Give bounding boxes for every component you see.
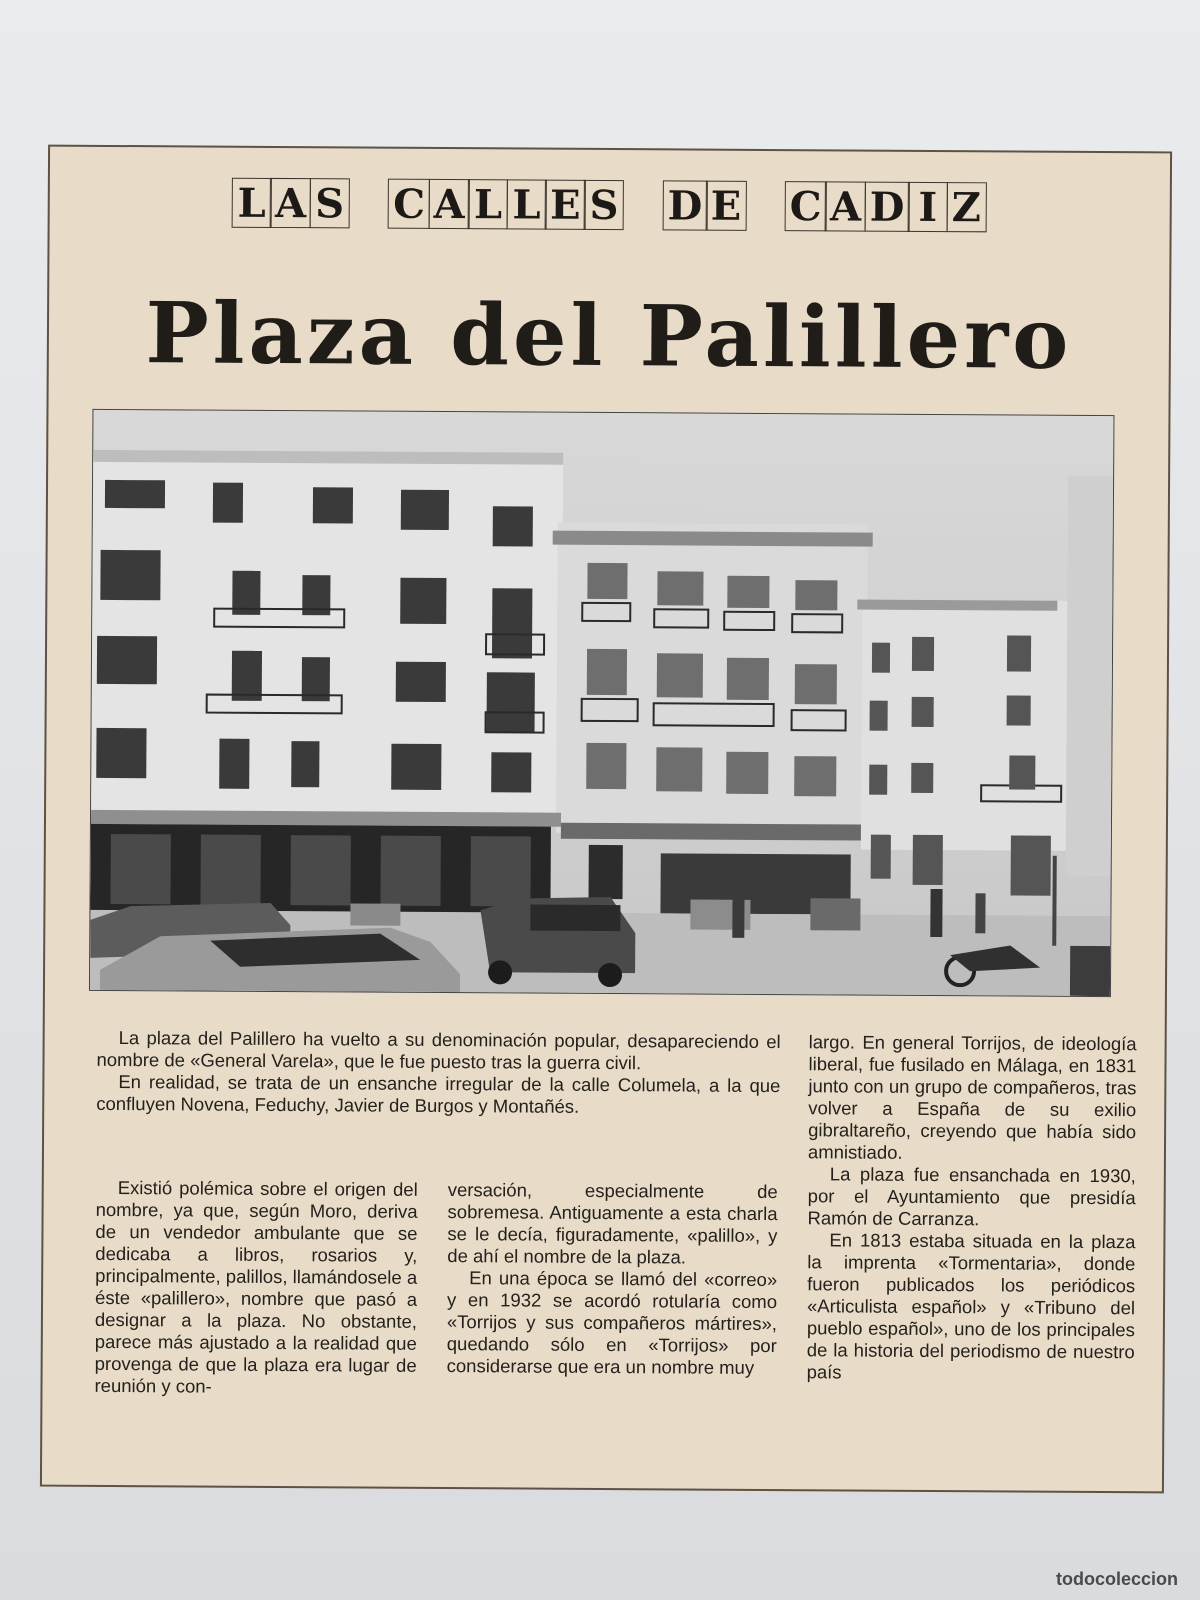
section-title-letter: E <box>545 180 586 230</box>
article-intro <box>96 1027 781 1119</box>
section-title-letter: L <box>468 179 508 229</box>
body-paragraph: largo. En general Torrijos, de ideología liberal, fue fusilado en Málaga, en 1831 junto con un grupo de compañeros, tras volver a España de su exilio gibraltareño, creyendo que había sido amnistiado. <box>807 1031 1137 1163</box>
section-title-letter: A <box>270 178 311 228</box>
headline: Plaza del Palillero <box>145 283 1073 388</box>
section-title-word <box>786 181 986 232</box>
street-photo <box>89 409 1115 997</box>
section-title-letter: E <box>706 181 747 231</box>
section-title-letter: D <box>662 180 707 230</box>
intro-paragraph: La plaza del Palillero ha vuelto a su denominación popular, desapareciendo el nombre de «General Varela», que le fue puesto tras la guerra civil. <box>96 1027 781 1074</box>
section-title-letter: C <box>388 179 430 229</box>
article-column-3 <box>807 1031 1137 1385</box>
section-title-letter: A <box>428 179 469 229</box>
body-paragraph: En una época se llamó del «correo» y en 1932 se acordó rotularía como «Torrijos y sus compañeros mártires», quedando sólo en «Torrijos» por considerarse que era un nombre muy <box>446 1267 778 1378</box>
body-paragraph: versación, especialmente de sobremesa. Antiguamente a esta charla se le decía, figuradamente, «palillo», y de ahí el nombre de la plaza. <box>447 1179 778 1268</box>
section-title-word <box>664 180 746 231</box>
watermark: todocoleccion <box>1055 1569 1178 1589</box>
section-title-letter: S <box>310 178 350 228</box>
article-column-2 <box>447 1179 778 1379</box>
section-title-letter: S <box>584 180 624 230</box>
section-title-letter: Z <box>946 182 986 232</box>
body-paragraph: La plaza fue ensanchada en 1930, por el Ayuntamiento que presidía Ramón de Carranza. <box>807 1163 1136 1230</box>
intro-paragraph: En realidad, se trata de un ensanche irregular de la calle Columela, a la que confluyen Novena, Feduchy, Javier de Burgos y Montañés. <box>96 1071 781 1117</box>
article-column-1 <box>94 1177 417 1399</box>
section-title-word <box>233 178 350 229</box>
section-title-letter: L <box>506 179 546 229</box>
section-title-letter: L <box>231 178 271 228</box>
section-title-letter: C <box>785 181 827 231</box>
section-title-word <box>390 179 625 230</box>
body-paragraph: En 1813 estaba situada en la plaza la imprenta «Tormentaria», donde fueron publicados los periódicos «Articulista español» y «Tribuno del pueblo español», uno de los principales de la historia del periodismo de nuestro país <box>806 1229 1136 1383</box>
section-title-letter: D <box>864 182 909 232</box>
newspaper-clipping <box>40 145 1172 1494</box>
article-body <box>94 1027 1137 1473</box>
section-title-letter: A <box>825 181 866 231</box>
section-title-letter: I <box>908 182 948 232</box>
body-paragraph: Existió polémica sobre el origen del nombre, ya que, según Moro, deriva de un vendedor ambulante que se dedicaba a libros, rosarios y, principalmente, palillos, llamándosele a éste «palillero», nombre que pasó a designar a la plaza. No obstante, parece más ajustado a la realidad que provenga de que la plaza era lugar de reunión y con- <box>94 1177 418 1397</box>
section-title <box>50 177 1170 234</box>
